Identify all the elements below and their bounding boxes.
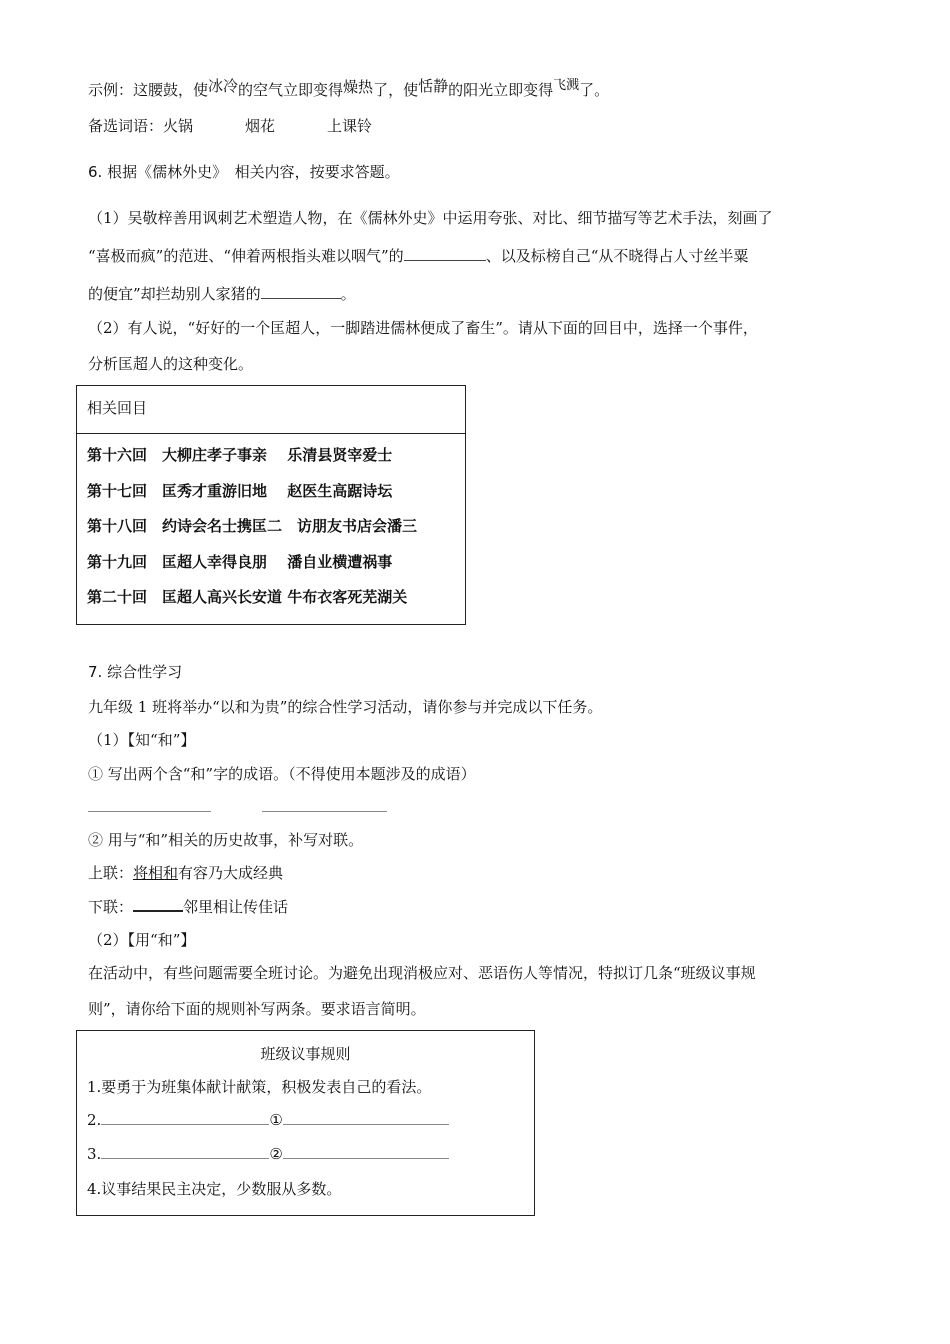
chapter-row-17: 第十七回 匡秀才重游旧地 赵医生高踞诗坛 [87,482,393,500]
couplet-lower [88,896,288,917]
candidate-word-2: 烟花 [245,117,276,135]
rule-2-blank-a[interactable] [101,1110,269,1125]
rule-2-mark: ① [269,1111,283,1129]
couplet-upper [88,863,283,883]
q6-title: 6. 根据《儒林外史》 相关内容，按要求答题。 [88,163,400,181]
q7-task2: ② 用与“和”相关的历史故事，补写对联。 [88,831,364,849]
rule-2-number: 2. [87,1111,102,1129]
idiom-answer-line-2[interactable] [262,811,387,812]
candidate-word-3: 上课铃 [327,117,373,135]
chapters-table-title: 相关回目 [87,399,148,417]
chapters-table [76,385,466,625]
example-text-i: 了。 [579,81,610,99]
q6-part1-line1: （1）吴敬梓善用讽刺艺术塑造人物，在《儒林外史》中运用夸张、对比、细节描写等艺术手法，刻画了 [88,209,773,227]
rule-3-number: 3. [87,1145,102,1163]
candidate-words [88,116,372,136]
couplet-answer-blank[interactable] [133,896,183,912]
q6-part2-line2: 分析匡超人的这种变化。 [88,355,254,373]
q7-part2-heading: （2）【用“和”】 [88,931,196,949]
example-word-3: 恬静 [418,77,449,95]
q6-part1-text-d: 。 [340,285,356,303]
couplet-lower-label: 下联： [88,898,134,916]
rule-2 [87,1110,449,1129]
candidate-label: 备选词语：火锅 [88,117,194,135]
example-word-2: 燥热 [343,78,374,96]
example-text-e: 了，使 [373,81,419,99]
example-text-a: 示例：这腰鼓，使 [88,81,209,99]
rule-4: 4.议事结果民主决定，少数服从多数。 [87,1180,342,1198]
idiom-answer-line-1[interactable] [88,811,211,812]
chapters-table-header [77,386,465,434]
q6-part2-line1: （2）有人说，“好好的一个匡超人，一脚踏进儒林便成了畜生”。请从下面的回目中，选择一个事件， [88,319,758,337]
q6-part1-line2 [88,246,748,266]
q7-task1: ① 写出两个含“和”字的成语。（不得使用本题涉及的成语） [88,765,476,783]
example-text-c: 的空气立即变得 [238,81,344,99]
chapter-row-19: 第十九回 匡超人幸得良朋 潘自业横遭祸事 [87,553,393,571]
rule-3-blank-a[interactable] [101,1144,269,1159]
answer-blank-1[interactable] [404,246,486,261]
couplet-upper-story: 将相和 [133,864,179,882]
example-sentence [88,77,610,102]
couplet-lower-rest: 邻里相让传佳话 [183,898,289,916]
chapter-row-20: 第二十回 匡超人高兴长安道 牛布衣客死芜湖关 [87,588,408,606]
rule-3 [87,1144,449,1163]
q6-part1-line3 [88,284,356,304]
rules-title: 班级议事规则 [260,1045,351,1063]
couplet-upper-label: 上联： [88,864,134,882]
q6-part1-text-b: 、以及标榜自己“从不晓得占人寸丝半粟 [485,247,749,265]
q6-part1-text-a: “喜极而疯”的范进、“伸着两根指头难以咽气”的 [88,247,404,265]
q7-title: 7. 综合性学习 [88,663,183,681]
q6-part1-text-c: 的便宜”却拦劫别人家猪的 [88,285,261,303]
q7-part2-line2: 则”，请你给下面的规则补写两条。要求语言简明。 [88,1000,426,1018]
rules-box [76,1030,535,1216]
chapter-row-16: 第十六回 大柳庄孝子事亲 乐清县贤宰爱士 [87,446,393,464]
rule-3-blank-b[interactable] [283,1144,449,1159]
couplet-upper-rest: 有容乃大成经典 [178,864,284,882]
chapter-row-18: 第十八回 约诗会名士携匡二 访朋友书店会潘三 [87,517,418,535]
example-word-1: 冰冷 [208,77,239,95]
rule-3-mark: ② [269,1145,283,1163]
example-text-g: 的阳光立即变得 [448,81,554,99]
q7-part2-line1: 在活动中，有些问题需要全班讨论。为避免出现消极应对、恶语伤人等情况，特拟订几条“班级议事规 [88,964,756,982]
q7-intro: 九年级 1 班将举办“以和为贵”的综合性学习活动，请你参与并完成以下任务。 [88,698,603,716]
q7-part1-heading: （1）【知“和”】 [88,731,196,749]
rule-2-blank-b[interactable] [283,1110,449,1125]
example-word-4: 飞溅 [553,78,580,93]
rule-1: 1.要勇于为班集体献计献策，积极发表自己的看法。 [87,1078,432,1096]
answer-blank-2[interactable] [261,284,341,299]
